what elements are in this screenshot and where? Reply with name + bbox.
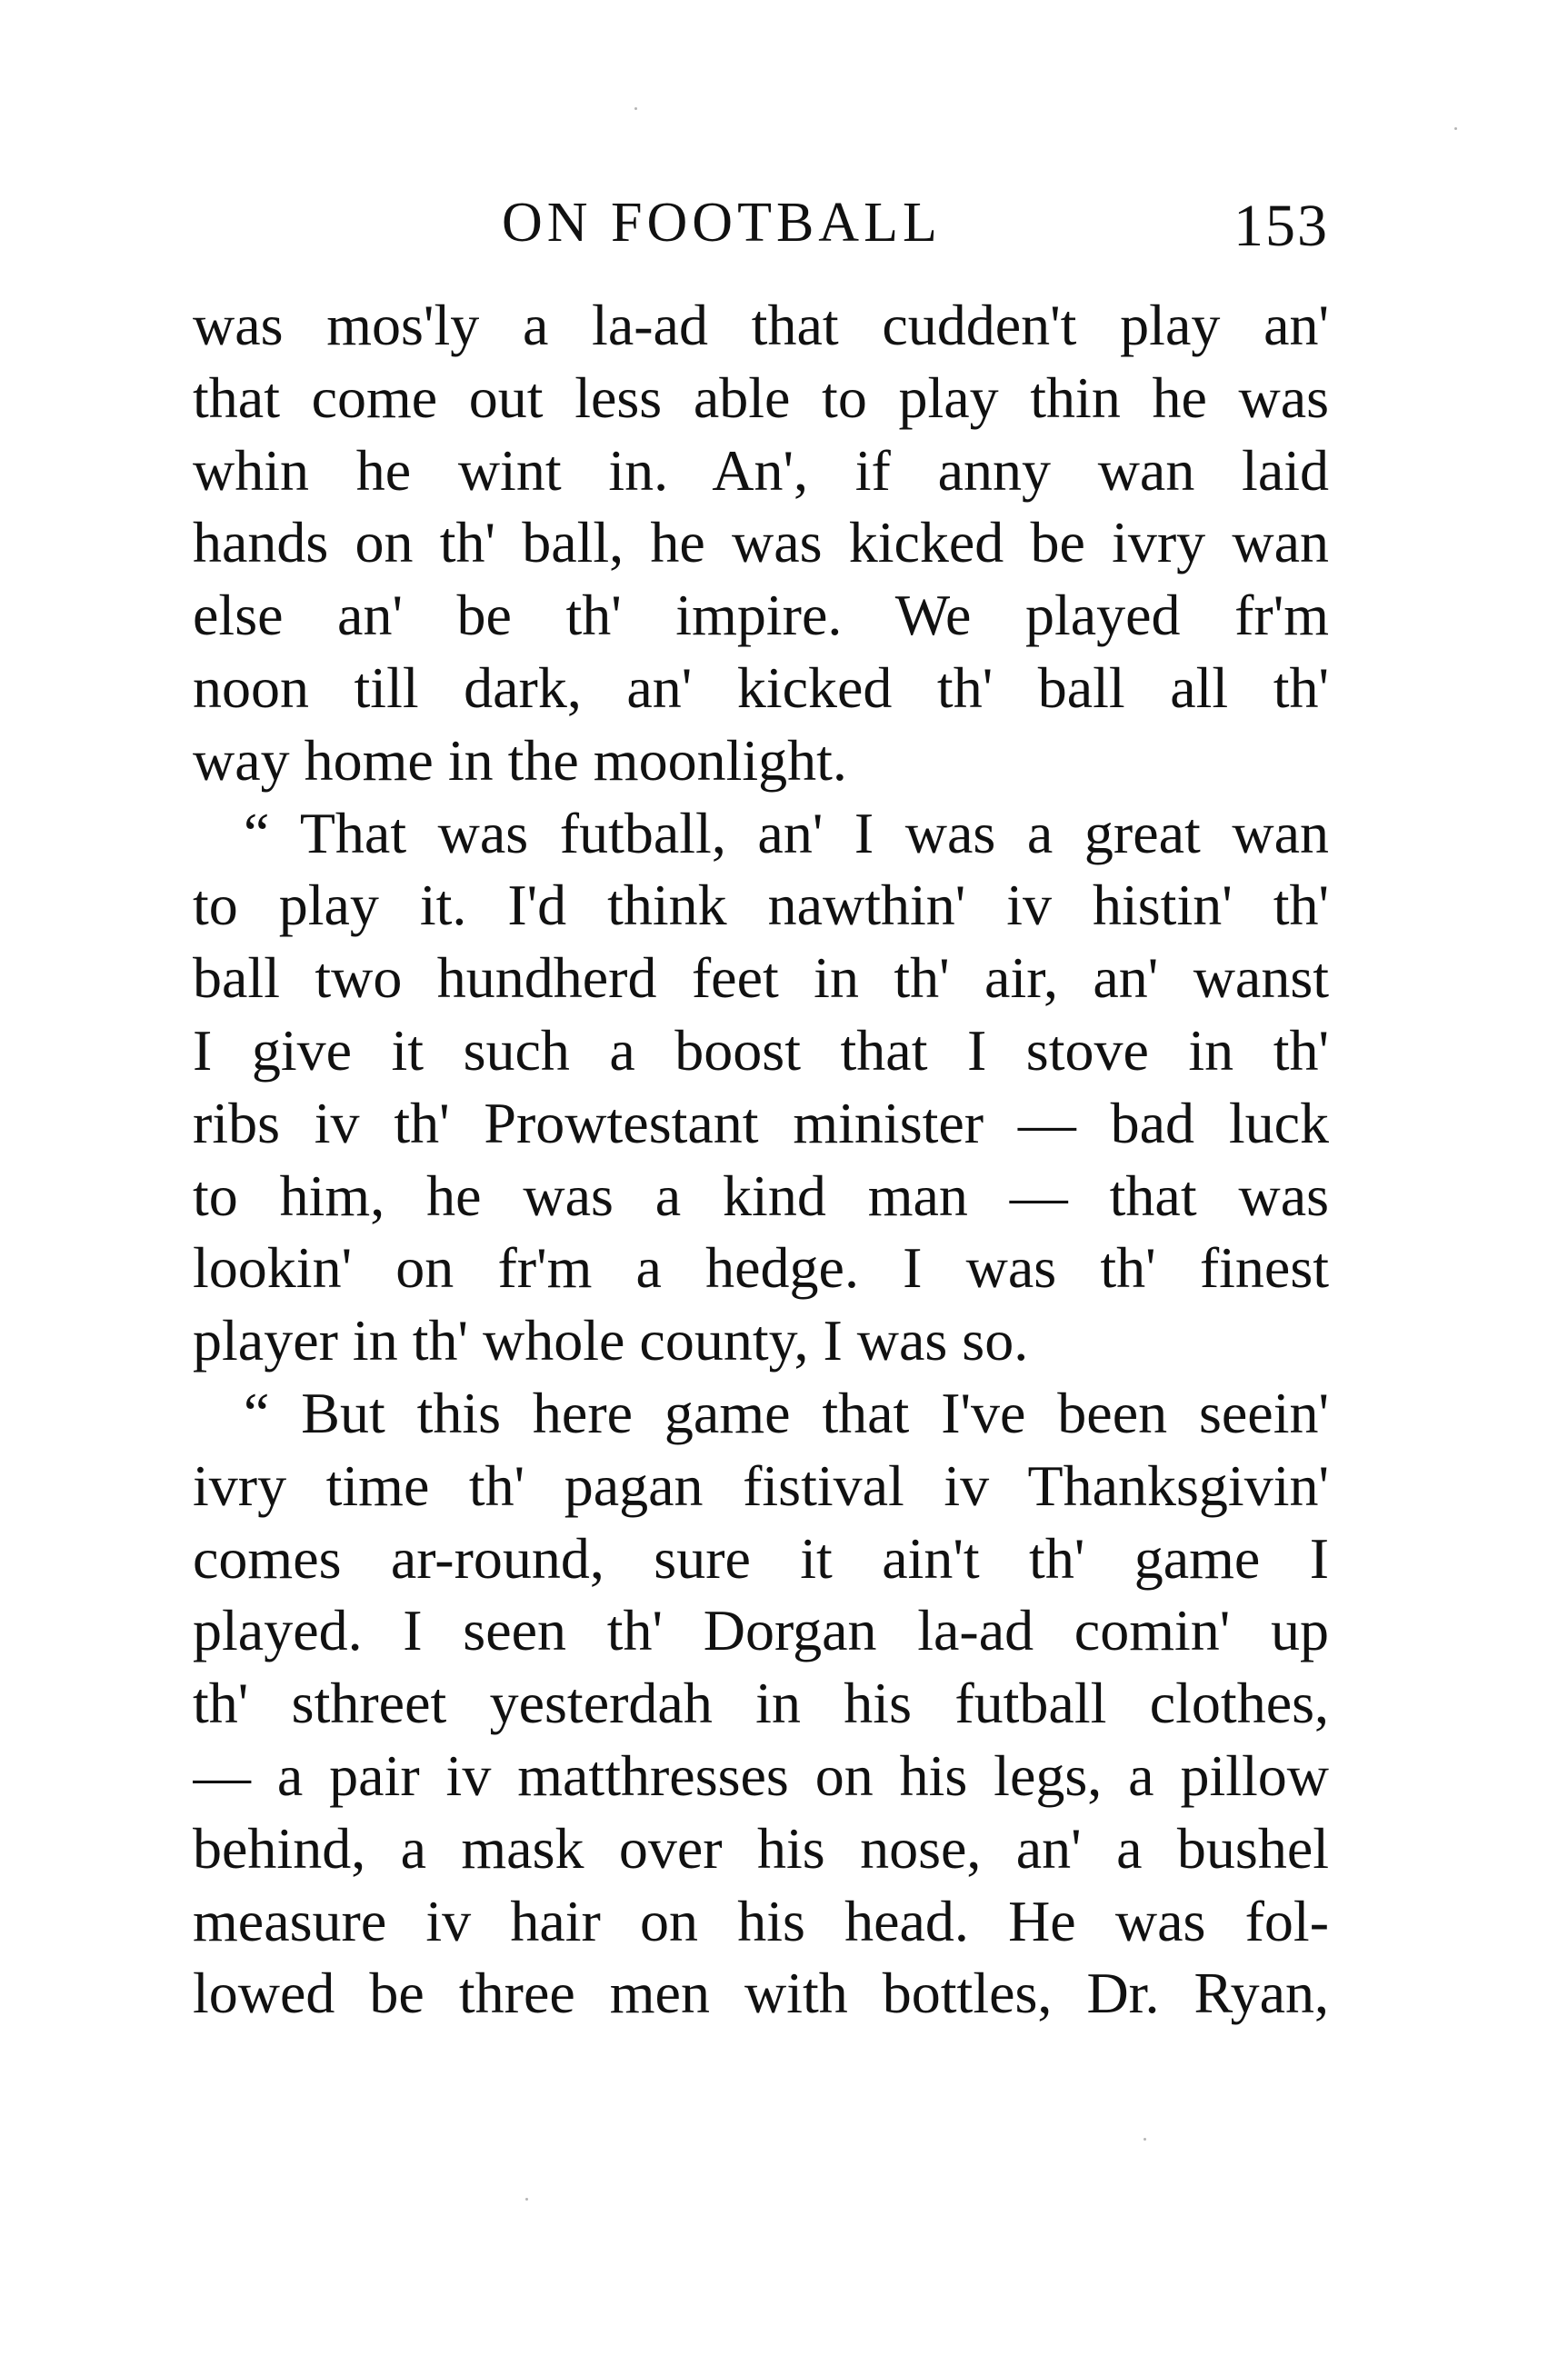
text-line: to play it. I'd think nawthin' iv histin' th' <box>193 873 1329 938</box>
text-line: th' sthreet yesterdah in his futball clothes, <box>193 1671 1329 1736</box>
text-line: measure iv hair on his head. He was fol- <box>193 1888 1329 1953</box>
text-line: that come out less able to play thin he was <box>193 364 1329 430</box>
page-number: 153 <box>1233 193 1329 259</box>
text-line: I give it such a boost that I stove in th' <box>193 1017 1329 1083</box>
text-line: ball two hundherd feet in th' air, an' wanst <box>193 945 1329 1011</box>
text-line: was mos'ly a la-ad that cudden't play an' <box>193 293 1329 357</box>
text-line: — a pair iv matthresses on his legs, a pillow <box>193 1742 1329 1808</box>
text-line: lookin' on fr'm a hedge. I was th' finest <box>193 1235 1329 1301</box>
text-line: hands on th' ball, he was kicked be ivry wan <box>193 510 1329 575</box>
body-text <box>193 289 1329 2030</box>
text-line: ribs iv th' Prowtestant minister — bad luck <box>193 1090 1329 1155</box>
running-head <box>193 186 1329 259</box>
text-line: way home in the moonlight. <box>193 727 847 793</box>
text-line: “ That was futball, an' I was a great wan <box>244 800 1329 865</box>
text-line: whin he wint in. An', if anny wan laid <box>193 437 1329 503</box>
paper-speck <box>634 107 637 110</box>
text-line: ivry time th' pagan fistival iv Thanksgivin' <box>193 1453 1329 1518</box>
paper-speck <box>1454 127 1457 130</box>
text-line: else an' be th' impire. We played fr'm <box>193 583 1329 648</box>
text-line: player in th' whole county, I was so. <box>193 1308 1029 1373</box>
text-line: lowed be three men with bottles, Dr. Ryan, <box>193 1961 1329 2026</box>
paper-speck <box>525 2198 528 2201</box>
text-line: noon till dark, an' kicked th' ball all th' <box>193 654 1329 720</box>
text-line: to him, he was a kind man — that was <box>193 1163 1329 1228</box>
running-title: ON FOOTBALL <box>502 192 942 254</box>
text-line: played. I seen th' Dorgan la-ad comin' up <box>193 1598 1329 1663</box>
paper-speck <box>1144 2138 1146 2141</box>
text-line: “ But this here game that I've been seein' <box>244 1380 1329 1445</box>
text-line: behind, a mask over his nose, an' a bushel <box>193 1815 1329 1881</box>
text-line: comes ar-round, sure it ain't th' game I <box>193 1525 1329 1591</box>
